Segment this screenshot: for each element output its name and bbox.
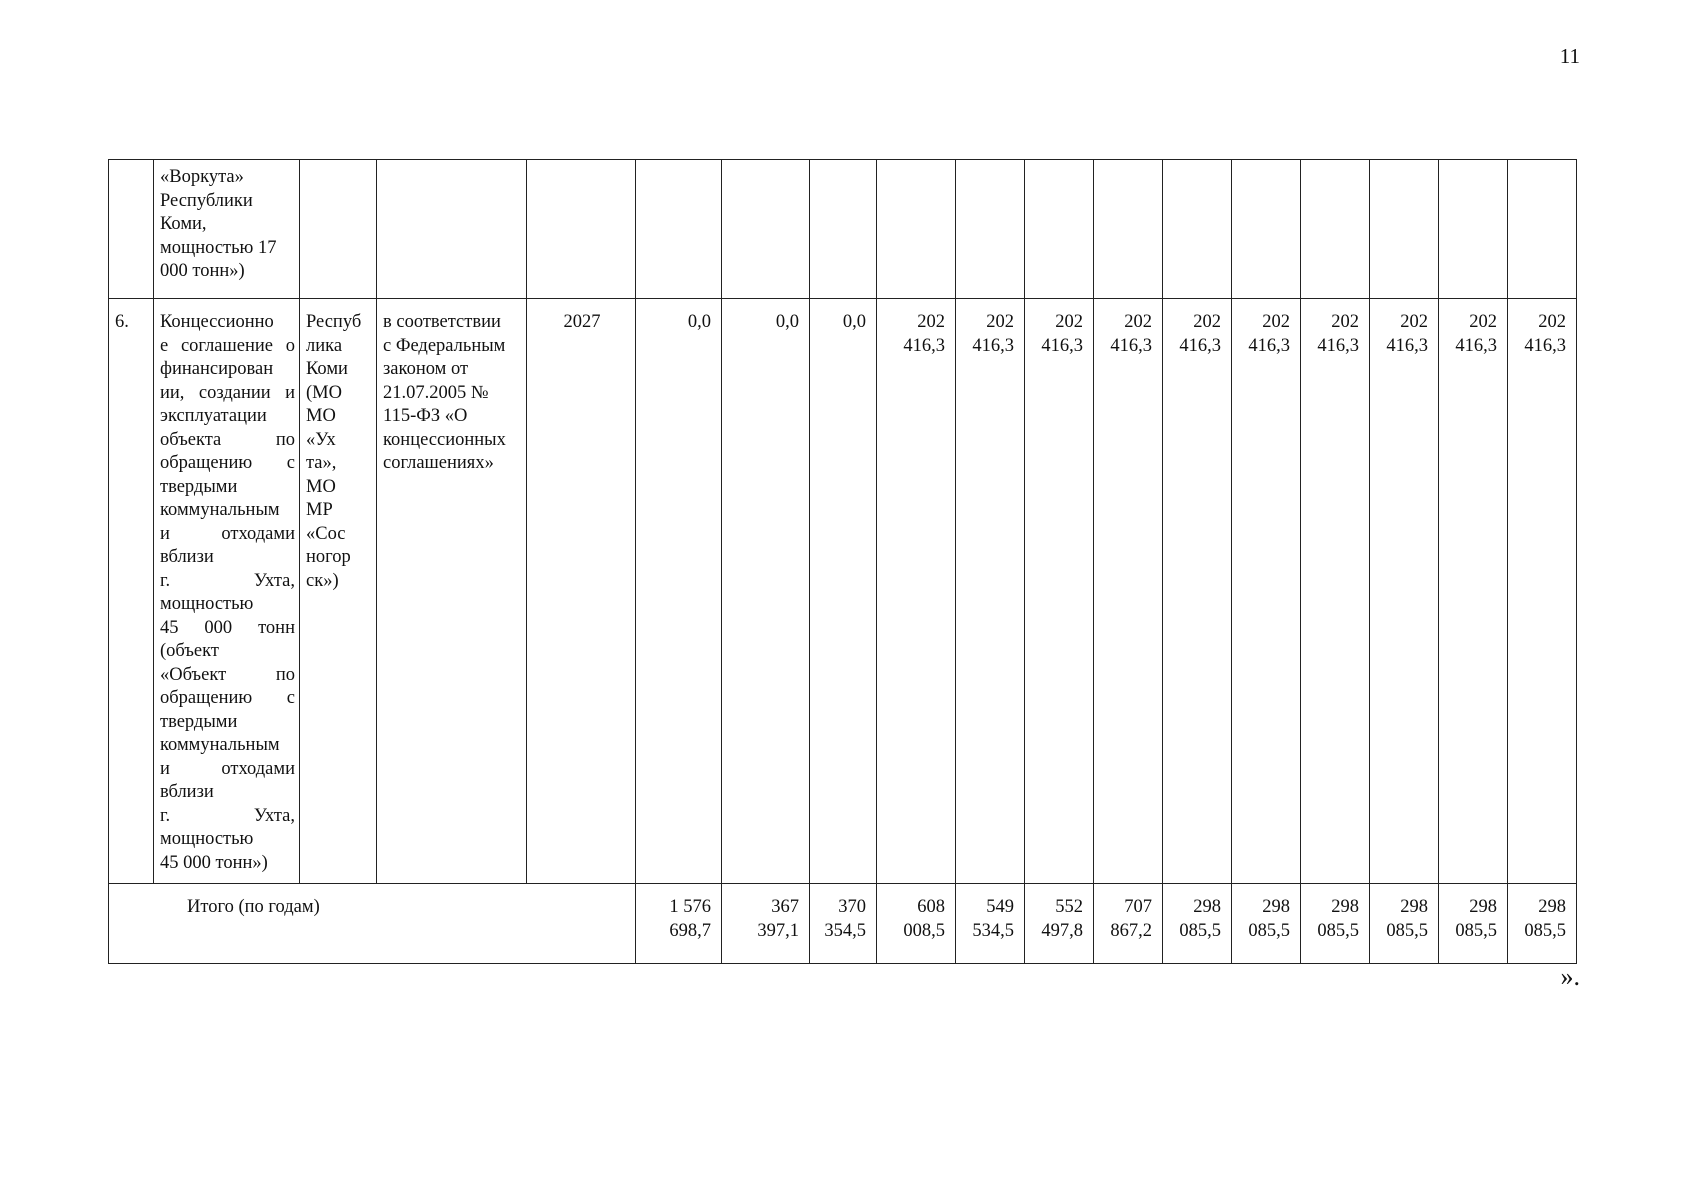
value-line: 707 — [1124, 897, 1152, 917]
cell-text-line: соглашениях» — [383, 453, 494, 473]
cell-text-line: ии, создании и — [160, 382, 295, 403]
cell-value — [1094, 299, 1163, 884]
cell-name — [154, 299, 300, 884]
cell-text-line: и отходами — [160, 758, 295, 779]
table-row-6 — [109, 299, 1577, 884]
cell-value — [1094, 160, 1163, 299]
cell-text-line: 115-ФЗ «О — [383, 406, 468, 426]
closing-quote: ». — [1560, 962, 1580, 991]
cell-text-line: «Сос — [306, 523, 346, 544]
value-line: 298 — [1469, 897, 1497, 917]
value-line: 202 — [1400, 312, 1428, 332]
value-line: 085,5 — [1179, 920, 1221, 941]
cell-owner — [300, 160, 377, 299]
cell-value — [1370, 884, 1439, 964]
value-line: 370 — [838, 897, 866, 917]
cell-text-line: в соответствии — [383, 312, 501, 332]
cell-value — [722, 884, 810, 964]
cell-text-line: Концессионно — [160, 312, 274, 332]
cell-text-line: вблизи — [160, 547, 214, 567]
cell-value — [1301, 299, 1370, 884]
cell-text-line: МО — [306, 406, 336, 426]
value-line: 549 — [986, 897, 1014, 917]
cell-value — [1508, 299, 1577, 884]
cell-value — [1232, 160, 1301, 299]
cell-value — [1232, 299, 1301, 884]
cell-text-line: (МО — [306, 382, 342, 403]
cell-owner — [300, 299, 377, 884]
value-line: 202 — [1538, 312, 1566, 332]
cell-text-line: эксплуатации — [160, 406, 267, 426]
cell-value — [1301, 884, 1370, 964]
value-line: 202 — [986, 312, 1014, 332]
value-line: 552 — [1055, 897, 1083, 917]
cell-value — [1370, 299, 1439, 884]
page-number: 11 — [1559, 44, 1580, 68]
value-line: 1 576 — [669, 897, 711, 917]
concession-table — [108, 159, 1577, 964]
cell-text-line: коммунальным — [160, 500, 280, 520]
value-line: 397,1 — [757, 920, 799, 941]
value-line: 298 — [1331, 897, 1359, 917]
cell-text-line: Коми, — [160, 214, 207, 234]
cell-value — [1163, 160, 1232, 299]
cell-value — [956, 884, 1025, 964]
value-line: 202 — [1262, 312, 1290, 332]
cell-text-line: г. Ухта, — [160, 805, 295, 826]
value-line: 085,5 — [1248, 920, 1290, 941]
cell-value — [1094, 884, 1163, 964]
value-line: 202 — [1193, 312, 1221, 332]
value-line: 202 — [1124, 312, 1152, 332]
cell-value — [877, 884, 956, 964]
cell-text-line: мощностью — [160, 829, 254, 849]
value-line: 416,3 — [1179, 335, 1221, 356]
value-line: 367 — [771, 897, 799, 917]
cell-value — [722, 160, 810, 299]
value-line: 202 — [1331, 312, 1359, 332]
cell-text-line: «Воркута» — [160, 167, 244, 187]
cell-value — [1439, 160, 1508, 299]
cell-value — [722, 299, 810, 884]
cell-text-line: 21.07.2005 № — [383, 382, 489, 403]
value-line: 416,3 — [1524, 335, 1566, 356]
cell-text-line: Коми — [306, 359, 348, 379]
cell-value — [636, 160, 722, 299]
cell-value — [1508, 884, 1577, 964]
cell-value — [1301, 160, 1370, 299]
cell-value — [810, 299, 877, 884]
value-line: 416,3 — [1110, 335, 1152, 356]
value-line: 354,5 — [824, 920, 866, 941]
value-line: 534,5 — [972, 920, 1014, 941]
cell-value — [1508, 160, 1577, 299]
cell-text-line: ск») — [306, 570, 339, 591]
table-row-continuation — [109, 160, 1577, 299]
cell-basis — [377, 299, 527, 884]
cell-text-line: концессионных — [383, 429, 506, 450]
cell-text-line: с Федеральным — [383, 335, 506, 356]
cell-value — [1025, 299, 1094, 884]
cell-text-line: ногор — [306, 547, 351, 567]
value-line: 085,5 — [1386, 920, 1428, 941]
value-line: 085,5 — [1524, 920, 1566, 941]
value-line: 298 — [1262, 897, 1290, 917]
cell-value — [1232, 884, 1301, 964]
cell-value — [810, 160, 877, 299]
cell-text-line: объекта по — [160, 429, 295, 450]
cell-text-line: вблизи — [160, 782, 214, 802]
value-line: 416,3 — [903, 335, 945, 356]
value-line: 416,3 — [1248, 335, 1290, 356]
cell-text-line: законом от — [383, 359, 469, 379]
cell-text-line: МР — [306, 500, 333, 520]
table-row-totals — [109, 884, 1577, 964]
cell-text-line: 000 тонн») — [160, 261, 245, 281]
cell-text-line: «Объект по — [160, 664, 295, 685]
value-line: 202 — [1055, 312, 1083, 332]
cell-text-line: «Ух — [306, 429, 336, 450]
cell-value — [877, 160, 956, 299]
cell-text-line: 45 000 тонн») — [160, 852, 268, 873]
cell-value — [1439, 884, 1508, 964]
cell-text-line: обращению с — [160, 688, 295, 708]
cell-num: 6. — [109, 299, 154, 884]
cell-text-line: обращению с — [160, 453, 295, 473]
cell-num — [109, 160, 154, 299]
value-line: 0,0 — [842, 312, 866, 332]
cell-text-line: коммунальным — [160, 735, 280, 755]
cell-value — [956, 299, 1025, 884]
value-line: 416,3 — [972, 335, 1014, 356]
value-line: 608 — [917, 897, 945, 917]
cell-value — [636, 299, 722, 884]
value-line: 298 — [1538, 897, 1566, 917]
value-line: 416,3 — [1041, 335, 1083, 356]
cell-text-line: твердыми — [160, 476, 238, 497]
cell-text-line: е соглашение о — [160, 335, 295, 356]
cell-text-line: мощностью 17 — [160, 237, 277, 258]
cell-text-line: г. Ухта, — [160, 570, 295, 591]
value-line: 008,5 — [903, 920, 945, 941]
value-line: 085,5 — [1455, 920, 1497, 941]
value-line: 298 — [1193, 897, 1221, 917]
cell-value — [956, 160, 1025, 299]
cell-text-line: финансирован — [160, 359, 274, 379]
cell-name — [154, 160, 300, 299]
cell-text-line: лика — [306, 335, 343, 356]
cell-value — [1163, 884, 1232, 964]
cell-text-line: мощностью — [160, 594, 254, 614]
cell-text-line: Респуб — [306, 312, 362, 332]
value-line: 298 — [1400, 897, 1428, 917]
value-line: 497,8 — [1041, 920, 1083, 941]
cell-value — [1025, 884, 1094, 964]
value-line: 202 — [917, 312, 945, 332]
value-line: 085,5 — [1317, 920, 1359, 941]
cell-text-line: МО — [306, 476, 336, 497]
cell-value — [1025, 160, 1094, 299]
cell-value — [810, 884, 877, 964]
cell-year: 2027 — [527, 299, 636, 884]
cell-text-line: Республики — [160, 190, 253, 211]
value-line: 416,3 — [1317, 335, 1359, 356]
cell-value — [1370, 160, 1439, 299]
totals-label: Итого (по годам) — [109, 884, 636, 964]
cell-basis — [377, 160, 527, 299]
cell-year — [527, 160, 636, 299]
cell-text-line: твердыми — [160, 711, 238, 732]
cell-value — [1439, 299, 1508, 884]
cell-text-line: 45 000 тонн — [160, 617, 295, 638]
value-line: 867,2 — [1110, 920, 1152, 941]
cell-value — [636, 884, 722, 964]
cell-value — [1163, 299, 1232, 884]
cell-text-line: (объект — [160, 641, 219, 661]
value-line: 202 — [1469, 312, 1497, 332]
value-line: 0,0 — [687, 312, 711, 332]
cell-text-line: и отходами — [160, 523, 295, 544]
value-line: 416,3 — [1455, 335, 1497, 356]
value-line: 416,3 — [1386, 335, 1428, 356]
value-line: 0,0 — [775, 312, 799, 332]
cell-text-line: та», — [306, 453, 337, 473]
cell-value — [877, 299, 956, 884]
value-line: 698,7 — [669, 920, 711, 941]
